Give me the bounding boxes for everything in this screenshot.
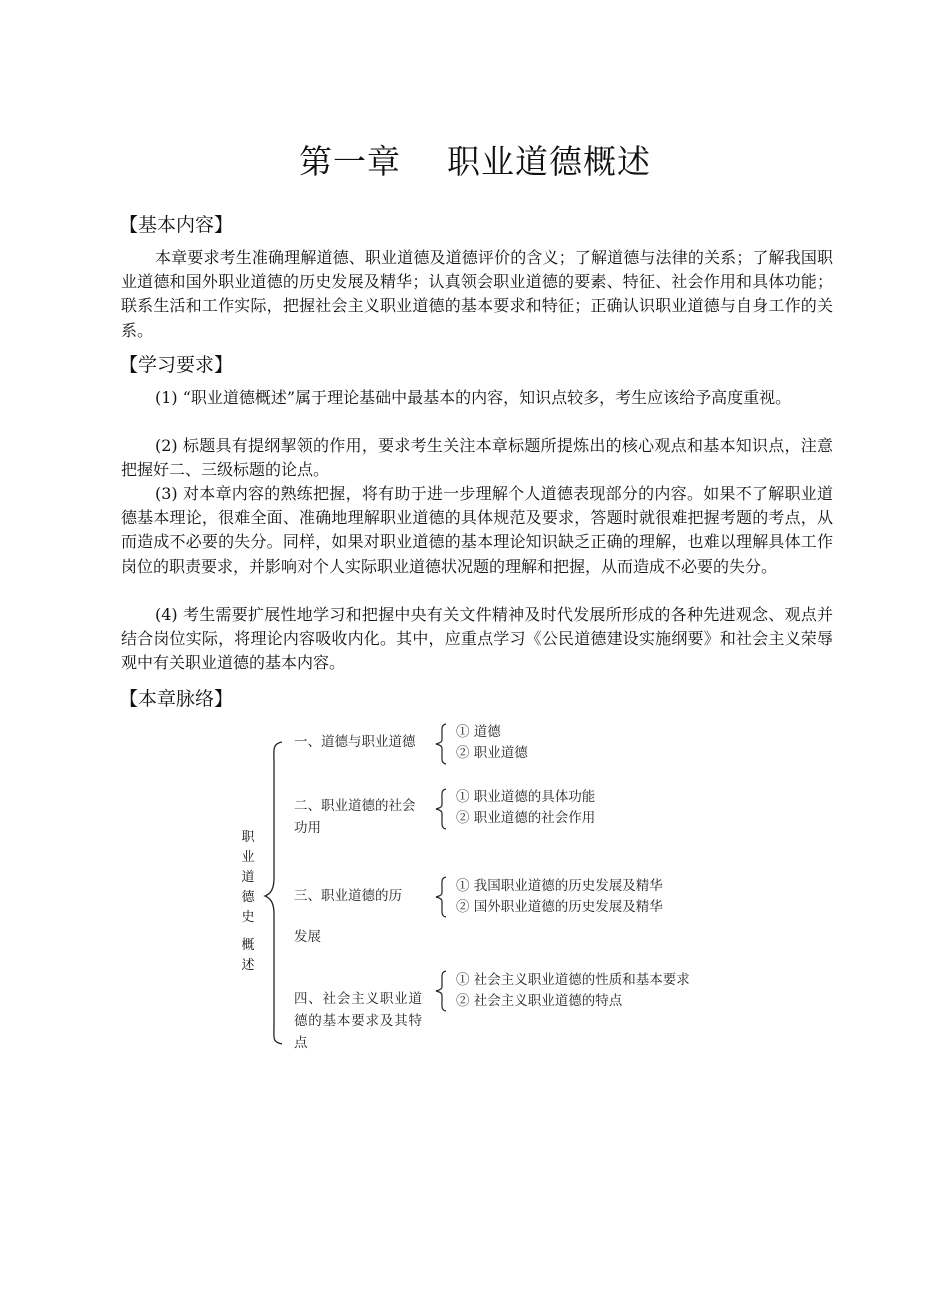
outline-node-4: 四、社会主义职业道德的基本要求及其特点 bbox=[294, 991, 422, 1051]
root-char: 概 bbox=[241, 938, 255, 953]
outline-leaf: ① 职业道德的具体功能 bbox=[456, 789, 596, 805]
root-char: 业 bbox=[241, 850, 255, 865]
root-char: 述 bbox=[241, 958, 255, 973]
basic-content-paragraph: 本章要求考生准确理解道德、职业道德及道德评价的含义；了解道德与法律的关系；了解我国职业道德和国外职业道德的历史发展及精华；认真领会职业道德的要素、特征、社会作用和具体功能；联系生活和工作实际，把握社会主义职业道德的基本要求和特征；正确认识职业道德与自身工作的关系。 bbox=[121, 248, 833, 340]
outline-leaf: ② 社会主义职业道德的特点 bbox=[456, 992, 623, 1009]
outline-node-2-children bbox=[456, 787, 595, 828]
root-char: 史 bbox=[241, 910, 255, 925]
outline-node-4-children bbox=[456, 970, 690, 1011]
outline-node-3-line-2: 发展 bbox=[294, 929, 321, 945]
outline-node-4-brace bbox=[434, 970, 448, 1012]
chapter-title: 第一章 职业道德概述 bbox=[299, 142, 651, 181]
outline-node-3-brace bbox=[434, 876, 448, 918]
root-char: 道 bbox=[241, 870, 255, 885]
outline-node-1-brace bbox=[434, 723, 448, 765]
root-char: 德 bbox=[241, 890, 255, 905]
study-requirement-item-3: (3) 对本章内容的熟练把握，将有助于进一步理解个人道德表现部分的内容。如果不了解职业道德基本理论，很难全面、准确地理解职业道德的具体规范及要求，答题时就很难把握考题的考点，从而造成不必要的失分。同样，如果对职业道德的基本理论知识缺乏正确的理解，也难以理解具体工作岗位的职责要求，并影响对个人实际职业道德状况题的理解和把握，从而造成不必要的失分。 bbox=[121, 484, 833, 576]
study-requirement-item-2: (2) 标题具有提纲挈领的作用，要求考生关注本章标题所提炼出的核心观点和基本知识点，注意把握好二、三级标题的论点。 bbox=[121, 436, 833, 480]
outline-leaf: ② 国外职业道德的历史发展及精华 bbox=[456, 898, 663, 915]
outline-node-2: 二、职业道德的社会功用 bbox=[294, 798, 416, 836]
outline-root-label bbox=[238, 828, 258, 976]
study-requirement-item-1: (1) “职业道德概述”属于理论基础中最基本的内容，知识点较多，考生应该给予高度重视。 bbox=[155, 388, 792, 407]
outline-leaf: ② 职业道德的社会作用 bbox=[456, 809, 596, 826]
study-requirements-heading: 【学习要求】 bbox=[119, 354, 234, 376]
chapter-outline-heading: 【本章脉络】 bbox=[119, 688, 234, 710]
outline-leaf: ① 社会主义职业道德的性质和基本要求 bbox=[456, 972, 690, 988]
outline-node-1-children bbox=[456, 722, 528, 763]
outline-node-1: 一、道德与职业道德 bbox=[294, 734, 416, 750]
outline-node-3-children bbox=[456, 876, 663, 917]
study-requirement-item-4: (4) 考生需要扩展性地学习和把握中央有关文件精神及时代发展所形成的各种先进观念、观点并结合岗位实际，将理论内容吸收内化。其中，应重点学习《公民道德建设实施纲要》和社会主义荣辱观中有关职业道德的基本内容。 bbox=[121, 605, 833, 673]
basic-content-heading: 【基本内容】 bbox=[119, 214, 234, 236]
outline-leaf: ① 道德 bbox=[456, 724, 501, 740]
outline-node-2-brace bbox=[434, 788, 448, 830]
outline-leaf: ① 我国职业道德的历史发展及精华 bbox=[456, 878, 663, 894]
outline-main-brace bbox=[262, 740, 286, 1045]
outline-node-3-line-1: 三、职业道德的历 bbox=[294, 888, 402, 904]
root-char: 职 bbox=[241, 830, 255, 845]
outline-leaf: ② 职业道德 bbox=[456, 744, 528, 761]
